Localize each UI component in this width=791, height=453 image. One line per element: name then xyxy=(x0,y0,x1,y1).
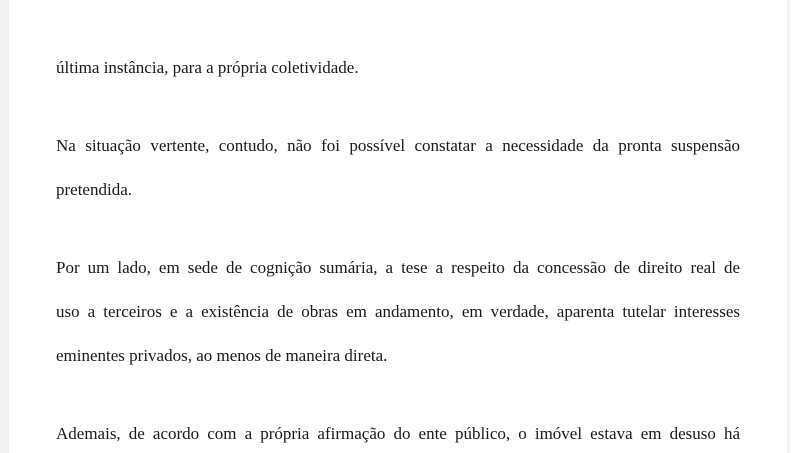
text-line: Na situação vertente, contudo, não foi possível constatar a necessidade da pronta suspensão xyxy=(56,136,740,155)
text-line: Ademais, de acordo com a própria afirmação do ente público, o imóvel estava em desuso há xyxy=(56,424,740,443)
text-line: pretendida. xyxy=(56,180,132,199)
text-line: uso a terceiros e a existência de obras em andamento, em verdade, aparenta tutelar interesses xyxy=(56,302,740,321)
text-line: eminentes privados, ao menos de maneira direta. xyxy=(56,346,388,365)
text-line: última instância, para a própria coletividade. xyxy=(56,58,359,77)
viewer-left-gutter xyxy=(0,0,9,453)
text-line: Por um lado, em sede de cognição sumária, a tese a respeito da concessão de direito real de xyxy=(56,258,740,277)
viewer-right-gutter xyxy=(787,0,791,453)
document-page xyxy=(9,0,787,453)
